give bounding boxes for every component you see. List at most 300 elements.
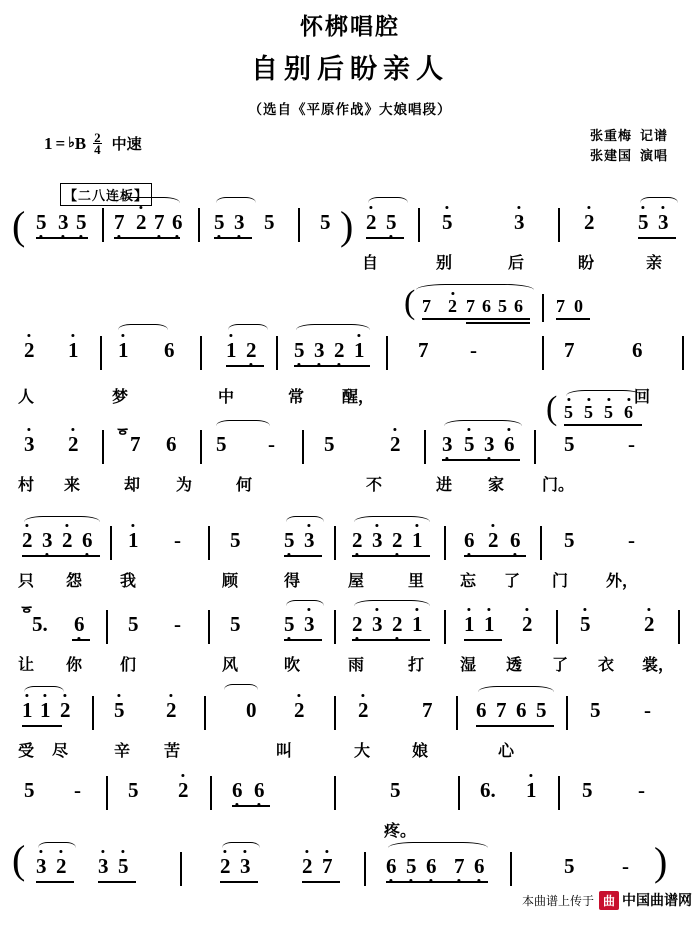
note: 3 bbox=[658, 210, 669, 234]
system-1 bbox=[0, 204, 700, 290]
barline bbox=[558, 776, 560, 810]
note: 5 bbox=[582, 778, 593, 802]
banban-marking: 【二八连板】 bbox=[60, 183, 152, 206]
note: 1 bbox=[226, 338, 237, 362]
barline bbox=[542, 294, 544, 322]
note: 6 bbox=[254, 778, 265, 802]
open-paren: ( bbox=[404, 284, 416, 321]
barline bbox=[334, 696, 336, 730]
slur bbox=[116, 197, 180, 209]
note: 5 bbox=[564, 402, 573, 422]
beam bbox=[226, 365, 264, 367]
note: 7 bbox=[556, 296, 565, 316]
note: 2 bbox=[246, 338, 257, 362]
note: 5 bbox=[638, 210, 649, 234]
hold-dash: - bbox=[622, 854, 629, 878]
note: 2 bbox=[56, 854, 67, 878]
note: 6 bbox=[504, 432, 515, 456]
note: 7 bbox=[114, 210, 125, 234]
note: 3 bbox=[372, 528, 383, 552]
lyric: 盼 bbox=[578, 255, 595, 272]
note: 5 bbox=[580, 612, 591, 636]
slur bbox=[478, 686, 554, 698]
barline bbox=[106, 776, 108, 810]
system-4-notes bbox=[18, 516, 682, 562]
barline bbox=[298, 208, 300, 242]
lyric: 你 bbox=[66, 657, 83, 674]
system-6 bbox=[0, 686, 700, 772]
note: 5 bbox=[128, 612, 139, 636]
note: 2 bbox=[220, 854, 231, 878]
note: 5. bbox=[32, 612, 48, 636]
note: 1 bbox=[40, 698, 51, 722]
credit-notator bbox=[590, 126, 668, 146]
hold-dash: - bbox=[174, 612, 181, 636]
note: 0 bbox=[574, 296, 583, 316]
note: 2 bbox=[68, 432, 79, 456]
note: 5 bbox=[36, 210, 47, 234]
note: 1 bbox=[412, 612, 423, 636]
note: 6 bbox=[74, 612, 85, 636]
note: 2 bbox=[166, 698, 177, 722]
note: 6 bbox=[386, 854, 397, 878]
beam bbox=[476, 725, 554, 727]
system-3-lyrics bbox=[18, 472, 682, 502]
slur bbox=[24, 516, 100, 528]
lyric: 疼。 bbox=[384, 823, 417, 840]
note: 2 bbox=[352, 528, 363, 552]
barline bbox=[444, 610, 446, 644]
lyric: 村 bbox=[18, 477, 35, 494]
note: 5 bbox=[324, 432, 335, 456]
lyric: 风 bbox=[222, 657, 239, 674]
open-paren: ( bbox=[546, 390, 558, 427]
barline bbox=[208, 526, 210, 560]
lyric: 透 bbox=[506, 657, 523, 674]
note: 2 bbox=[294, 698, 305, 722]
grace-note-marker: ᅙ bbox=[18, 606, 36, 626]
credit-singer bbox=[590, 146, 668, 166]
note: 6 bbox=[516, 698, 527, 722]
credit-singer-role: 演唱 bbox=[639, 148, 668, 163]
hold-dash: - bbox=[470, 338, 477, 362]
note: 6 bbox=[632, 338, 643, 362]
barline bbox=[334, 610, 336, 644]
note: 7 bbox=[130, 432, 141, 456]
lyric: 尽 bbox=[52, 743, 69, 760]
site-logo-icon: 曲 bbox=[599, 891, 619, 910]
barline bbox=[208, 610, 210, 644]
lyric: 吹 bbox=[284, 657, 301, 674]
beam bbox=[72, 639, 90, 641]
close-paren: ) bbox=[340, 203, 354, 248]
system-2-notes bbox=[18, 284, 682, 362]
barline bbox=[682, 336, 684, 370]
lyric: 我 bbox=[120, 573, 137, 590]
lyric: 人 bbox=[18, 389, 35, 406]
beam bbox=[442, 459, 520, 461]
slur bbox=[222, 842, 260, 854]
lyric: 中 bbox=[218, 389, 235, 406]
note: 2 bbox=[358, 698, 369, 722]
note: 1 bbox=[128, 528, 139, 552]
barline bbox=[566, 696, 568, 730]
note: 3 bbox=[234, 210, 245, 234]
note: 7 bbox=[154, 210, 165, 234]
score-sheet bbox=[0, 8, 700, 916]
barline bbox=[102, 208, 104, 242]
grace-note-marker: ᅙ bbox=[114, 428, 132, 448]
slur bbox=[354, 600, 430, 612]
system-5-lyrics bbox=[18, 652, 682, 682]
note: 5 bbox=[230, 528, 241, 552]
barline bbox=[458, 776, 460, 810]
lyric: 顾 bbox=[222, 573, 239, 590]
barline bbox=[334, 776, 336, 810]
slur bbox=[388, 842, 488, 854]
note: 6 bbox=[166, 432, 177, 456]
system-1-lyrics bbox=[18, 250, 682, 280]
barline bbox=[386, 336, 388, 370]
note: 1 bbox=[526, 778, 537, 802]
note: 6. bbox=[480, 778, 496, 802]
note: 2 bbox=[366, 210, 377, 234]
barline bbox=[204, 696, 206, 730]
note: 3 bbox=[304, 612, 315, 636]
lyric: 辛 bbox=[114, 743, 131, 760]
hold-dash: - bbox=[628, 432, 635, 456]
footer-site-name[interactable]: 中国曲谱网 bbox=[622, 892, 692, 908]
note: 6 bbox=[232, 778, 243, 802]
note: 2 bbox=[448, 296, 457, 316]
barline bbox=[678, 610, 680, 644]
system-6-lyrics bbox=[18, 738, 682, 768]
note: 5 bbox=[216, 432, 227, 456]
note: 5 bbox=[24, 778, 35, 802]
slur bbox=[286, 600, 324, 612]
note: 0 bbox=[246, 698, 257, 722]
lyric: 湿 bbox=[460, 657, 477, 674]
meter-signature bbox=[93, 132, 102, 155]
lyric: 衣 bbox=[598, 657, 615, 674]
hold-dash: - bbox=[174, 528, 181, 552]
beam bbox=[466, 322, 530, 324]
system-2 bbox=[0, 284, 700, 406]
note: 5 bbox=[114, 698, 125, 722]
lyric: 苦 bbox=[164, 743, 181, 760]
note: 2 bbox=[22, 528, 33, 552]
note: 1 bbox=[68, 338, 79, 362]
lyric: 裳， bbox=[642, 657, 675, 674]
beam bbox=[98, 881, 136, 883]
note: 5 bbox=[390, 778, 401, 802]
system-8-notes bbox=[12, 837, 682, 886]
note: 5 bbox=[76, 210, 87, 234]
lyric: 们 bbox=[120, 657, 137, 674]
note: 2 bbox=[302, 854, 313, 878]
note: 1 bbox=[354, 338, 365, 362]
note: 6 bbox=[510, 528, 521, 552]
footer-upload-text: 本曲谱上传于 bbox=[521, 893, 594, 908]
barline bbox=[102, 430, 104, 464]
note: 1 bbox=[484, 612, 495, 636]
barline bbox=[364, 852, 366, 886]
lyric: 醒， bbox=[342, 389, 375, 406]
open-paren: ( bbox=[12, 837, 26, 882]
lyric: 屋 bbox=[348, 573, 365, 590]
note: 3 bbox=[484, 432, 495, 456]
system-5-notes bbox=[18, 600, 682, 646]
lyric: 里 bbox=[408, 573, 425, 590]
lyric: 大 bbox=[354, 743, 371, 760]
note: 5 bbox=[498, 296, 507, 316]
beam bbox=[36, 881, 74, 883]
note: 5 bbox=[564, 528, 575, 552]
note: 6 bbox=[164, 338, 175, 362]
slur bbox=[416, 284, 534, 296]
note: 2 bbox=[522, 612, 533, 636]
credit-singer-name: 张建国 bbox=[589, 148, 632, 163]
credit-notator-name: 张重梅 bbox=[589, 128, 632, 143]
barline bbox=[542, 336, 544, 370]
meter-denominator: 4 bbox=[94, 142, 101, 157]
note: 1 bbox=[22, 698, 33, 722]
system-3 bbox=[0, 390, 700, 506]
lyric: 何 bbox=[236, 477, 253, 494]
barline bbox=[106, 610, 108, 644]
beam bbox=[422, 318, 530, 320]
note: 6 bbox=[474, 854, 485, 878]
lyric: 进 bbox=[436, 477, 453, 494]
source-subtitle: （选自《平原作战》大娘唱段） bbox=[248, 102, 452, 117]
lyric: 自 bbox=[362, 255, 379, 272]
note: 7 bbox=[322, 854, 333, 878]
meter-numerator: 2 bbox=[94, 130, 101, 145]
lyric: 了 bbox=[552, 657, 569, 674]
note: 6 bbox=[482, 296, 491, 316]
system-4 bbox=[0, 516, 700, 602]
lyric: 为 bbox=[176, 477, 193, 494]
barline bbox=[334, 526, 336, 560]
note: 3 bbox=[24, 432, 35, 456]
beam bbox=[220, 881, 258, 883]
barline bbox=[540, 526, 542, 560]
beam bbox=[386, 881, 488, 883]
note: 3 bbox=[514, 210, 525, 234]
note: 5 bbox=[320, 210, 331, 234]
slur bbox=[216, 197, 256, 209]
credits bbox=[590, 126, 668, 166]
lyric: 了 bbox=[504, 573, 521, 590]
note: 6 bbox=[624, 402, 633, 422]
slur bbox=[640, 197, 678, 209]
note: 2 bbox=[392, 528, 403, 552]
footer-watermark bbox=[522, 890, 692, 910]
note: 2 bbox=[390, 432, 401, 456]
lyric: 别 bbox=[436, 255, 453, 272]
note: 6 bbox=[514, 296, 523, 316]
system-6-notes bbox=[18, 686, 682, 732]
note: 1 bbox=[118, 338, 129, 362]
key-flat-sign: ♭ bbox=[68, 136, 75, 151]
system-5 bbox=[0, 600, 700, 686]
lyric: 只 bbox=[18, 573, 35, 590]
page-title: 自别后盼亲人 bbox=[251, 54, 449, 84]
note: 2 bbox=[334, 338, 345, 362]
beam bbox=[352, 555, 430, 557]
slur bbox=[224, 684, 258, 696]
note: 7 bbox=[466, 296, 475, 316]
barline bbox=[276, 336, 278, 370]
barline bbox=[510, 852, 512, 886]
note: 7 bbox=[422, 698, 433, 722]
beam bbox=[352, 639, 430, 641]
note: 3 bbox=[98, 854, 109, 878]
lyric: 亲 bbox=[646, 255, 663, 272]
barline bbox=[556, 610, 558, 644]
note: 3 bbox=[240, 854, 251, 878]
note: 5 bbox=[564, 854, 575, 878]
note: 5 bbox=[128, 778, 139, 802]
beam bbox=[556, 318, 590, 320]
beam bbox=[564, 424, 642, 426]
note: 5 bbox=[230, 612, 241, 636]
lyric: 门 bbox=[552, 573, 569, 590]
hold-dash: - bbox=[268, 432, 275, 456]
barline bbox=[534, 430, 536, 464]
lyric: 却 bbox=[124, 477, 141, 494]
slur bbox=[368, 197, 408, 209]
barline bbox=[198, 208, 200, 242]
beam bbox=[294, 365, 370, 367]
note: 5 bbox=[584, 402, 593, 422]
note: 5 bbox=[442, 210, 453, 234]
note: 5 bbox=[284, 528, 295, 552]
lyric: 雨 bbox=[348, 657, 365, 674]
note: 2 bbox=[24, 338, 35, 362]
lyric: 得 bbox=[284, 573, 301, 590]
slur bbox=[216, 420, 270, 432]
system-1-notes bbox=[12, 203, 682, 250]
beam bbox=[638, 237, 676, 239]
hold-dash: - bbox=[638, 778, 645, 802]
slur bbox=[38, 842, 76, 854]
hold-dash: - bbox=[644, 698, 651, 722]
lyric: 常 bbox=[288, 389, 305, 406]
lyric: 心 bbox=[498, 743, 515, 760]
note: 2 bbox=[136, 210, 147, 234]
barline bbox=[302, 430, 304, 464]
note: 6 bbox=[172, 210, 183, 234]
barline bbox=[180, 852, 182, 886]
lyric: 怨 bbox=[66, 573, 83, 590]
note: 7 bbox=[496, 698, 507, 722]
note: 2 bbox=[62, 528, 73, 552]
note: 3 bbox=[372, 612, 383, 636]
barline bbox=[424, 430, 426, 464]
key-equals: = bbox=[55, 133, 66, 153]
tempo-marking: 中速 bbox=[111, 136, 142, 153]
note: 6 bbox=[426, 854, 437, 878]
note: 1 bbox=[412, 528, 423, 552]
key-letter: B bbox=[74, 133, 87, 153]
note: 7 bbox=[564, 338, 575, 362]
lyric: 来 bbox=[64, 477, 81, 494]
hold-dash: - bbox=[628, 528, 635, 552]
open-paren: ( bbox=[12, 203, 26, 248]
note: 5 bbox=[464, 432, 475, 456]
note: 5 bbox=[118, 854, 129, 878]
lyric: 打 bbox=[408, 657, 425, 674]
lyric: 外， bbox=[606, 573, 639, 590]
slur bbox=[228, 324, 268, 336]
barline bbox=[110, 526, 112, 560]
note: 1 bbox=[464, 612, 475, 636]
note: 6 bbox=[82, 528, 93, 552]
note: 2 bbox=[60, 698, 71, 722]
barline bbox=[200, 430, 202, 464]
note: 5 bbox=[536, 698, 547, 722]
note: 2 bbox=[392, 612, 403, 636]
note: 5 bbox=[284, 612, 295, 636]
barline bbox=[456, 696, 458, 730]
note: 3 bbox=[304, 528, 315, 552]
lyric: 后 bbox=[508, 255, 525, 272]
note: 3 bbox=[442, 432, 453, 456]
beam bbox=[464, 555, 526, 557]
note: 5 bbox=[386, 210, 397, 234]
note: 2 bbox=[352, 612, 363, 636]
note: 3 bbox=[58, 210, 69, 234]
slur bbox=[286, 516, 324, 528]
system-4-lyrics bbox=[18, 568, 682, 598]
barline bbox=[418, 208, 420, 242]
note: 3 bbox=[314, 338, 325, 362]
note: 3 bbox=[42, 528, 53, 552]
lyric: 叫 bbox=[276, 743, 293, 760]
lyric: 让 bbox=[18, 657, 35, 674]
lyric: 忘 bbox=[460, 573, 477, 590]
lyric: 娘 bbox=[412, 743, 429, 760]
beam bbox=[464, 639, 502, 641]
note: 5 bbox=[406, 854, 417, 878]
beam bbox=[22, 725, 62, 727]
slur bbox=[566, 390, 642, 402]
note: 2 bbox=[488, 528, 499, 552]
key-do: 1 bbox=[44, 133, 53, 153]
beam bbox=[366, 237, 404, 239]
note: 7 bbox=[454, 854, 465, 878]
close-paren: ) bbox=[654, 839, 668, 884]
note: 2 bbox=[644, 612, 655, 636]
barline bbox=[92, 696, 94, 730]
lyric: 门。 bbox=[542, 477, 575, 494]
note: 7 bbox=[418, 338, 429, 362]
note: 3 bbox=[36, 854, 47, 878]
note: 5 bbox=[590, 698, 601, 722]
barline bbox=[558, 208, 560, 242]
barline bbox=[210, 776, 212, 810]
note: 6 bbox=[464, 528, 475, 552]
note: 5 bbox=[264, 210, 275, 234]
barline bbox=[200, 336, 202, 370]
note: 5 bbox=[294, 338, 305, 362]
lyric: 梦 bbox=[112, 389, 129, 406]
lyric: 受 bbox=[18, 743, 35, 760]
lyric: 家 bbox=[488, 477, 505, 494]
system-8 bbox=[0, 837, 700, 926]
slur bbox=[354, 516, 430, 528]
